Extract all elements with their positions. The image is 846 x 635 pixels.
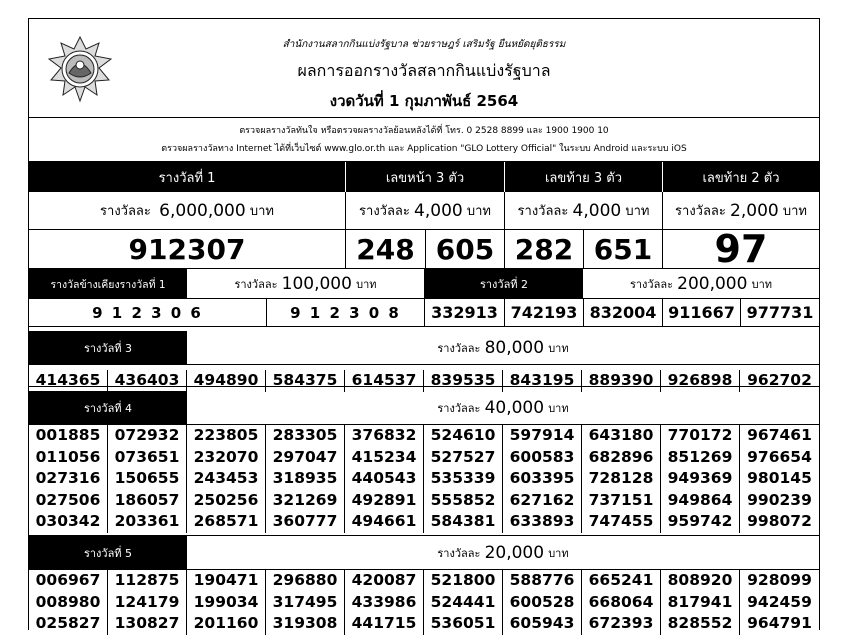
fourth-number: 027506	[29, 490, 108, 512]
third-number: 839535	[424, 370, 503, 392]
fourth-number: 297047	[266, 447, 345, 469]
fifth-number: 524441	[424, 592, 503, 614]
fifth-number: 433986	[345, 592, 424, 614]
near-first-number-1: 9 1 2 3 0 6	[29, 299, 267, 327]
fifth-number: 124179	[108, 592, 187, 614]
fifth-number: 199034	[187, 592, 266, 614]
fourth-number: 072932	[108, 425, 187, 447]
prize-prefix: รางวัลละ	[234, 277, 278, 291]
fourth-number: 150655	[108, 468, 187, 490]
baht-label: บาท	[751, 277, 773, 291]
fourth-row	[29, 447, 819, 469]
third-prize-row	[29, 370, 819, 392]
fourth-number: 728128	[582, 468, 661, 490]
back2-header: เลขท้าย 2 ตัว	[663, 162, 819, 192]
page-title: ผลการออกรางวัลสลากกินแบ่งรัฐบาล	[297, 61, 551, 80]
fourth-number: 980145	[747, 469, 812, 487]
near-first-amount	[187, 269, 425, 299]
amount-value: 40,000	[484, 397, 545, 418]
baht-label: บาท	[782, 204, 807, 219]
baht-label: บาท	[548, 341, 569, 355]
third-number: 614537	[345, 370, 424, 392]
fourth-number: 682896	[582, 447, 661, 469]
third-prize-label: รางวัลที่ 3	[29, 331, 187, 364]
fourth-number: 318935	[266, 468, 345, 490]
front3-header: เลขหน้า 3 ตัว	[346, 162, 505, 192]
office-motto: สำนักงานสลากกินแบ่งรัฐบาล ช่วยราษฎร์ เสริมรัฐ ยืนหยัดยุติธรรม	[282, 39, 566, 50]
back3-number-1: 282	[505, 230, 584, 269]
fourth-number: 643180	[582, 425, 661, 447]
fourth-number: 283305	[266, 425, 345, 447]
baht-label: บาท	[466, 204, 491, 219]
front3-number-1: 248	[346, 230, 426, 269]
info-phone: ตรวจผลรางวัลทันใจ หรือตรวจผลรางวัลย้อนหลังได้ที่ โทร. 0 2528 8899 และ 1900 1900 10	[239, 126, 609, 136]
fourth-row	[29, 511, 819, 533]
third-number: 436403	[108, 370, 187, 392]
amount-value: 6,000,000	[159, 200, 246, 221]
amount-value: 200,000	[677, 273, 748, 294]
fourth-number: 027316	[29, 468, 108, 490]
fifth-number: 319308	[266, 613, 345, 635]
fourth-number: 633893	[503, 511, 582, 533]
second-number: 911667	[663, 299, 741, 327]
fourth-number: 535339	[424, 468, 503, 490]
first-prize-amount	[29, 192, 346, 230]
fourth-number: 494661	[345, 511, 424, 533]
fifth-number: 008980	[29, 592, 108, 614]
draw-date: งวดวันที่ 1 กุมภาพันธ์ 2564	[329, 92, 519, 110]
back3-number-2: 651	[584, 230, 663, 269]
third-number: 843195	[503, 370, 582, 392]
fourth-number: 524610	[424, 425, 503, 447]
fourth-number: 440543	[345, 468, 424, 490]
baht-label: บาท	[356, 277, 377, 291]
fourth-number: 584381	[424, 511, 503, 533]
fourth-number: 959742	[661, 511, 740, 533]
fifth-number: 521800	[424, 570, 503, 592]
fourth-number: 770172	[661, 425, 740, 447]
near-first-label: รางวัลข้างเคียงรางวัลที่ 1	[29, 269, 187, 299]
fourth-number: 949864	[661, 490, 740, 512]
baht-label: บาท	[625, 204, 650, 219]
third-number: 414365	[29, 370, 108, 392]
fourth-number: 030342	[29, 511, 108, 533]
third-prize-amount	[187, 331, 819, 364]
third-number: 584375	[266, 370, 345, 392]
baht-label: บาท	[548, 546, 569, 560]
fourth-number: 597914	[503, 425, 582, 447]
prize-prefix: รางวัลละ	[517, 204, 569, 219]
fifth-number: 588776	[503, 570, 582, 592]
third-number: 926898	[661, 370, 740, 392]
fifth-number: 420087	[345, 570, 424, 592]
fourth-number: 600583	[503, 447, 582, 469]
fourth-number: 223805	[187, 425, 266, 447]
fourth-number: 011056	[29, 447, 108, 469]
fourth-number: 232070	[187, 447, 266, 469]
divider	[29, 364, 819, 365]
third-number: 962702	[747, 371, 812, 389]
second-number: 832004	[584, 299, 663, 327]
fourth-number: 998072	[747, 512, 812, 530]
fourth-row	[29, 425, 819, 447]
fourth-number: 990239	[747, 490, 812, 509]
fourth-number: 001885	[29, 425, 108, 447]
fifth-number: 600528	[503, 592, 582, 614]
prize-prefix: รางวัลละ	[675, 204, 726, 219]
fifth-number: 317495	[266, 592, 345, 614]
fourth-number: 555852	[424, 490, 503, 512]
fourth-number: 073651	[108, 447, 187, 469]
fifth-number: 112875	[108, 570, 187, 592]
prize-prefix: รางวัลละ	[100, 204, 151, 219]
fourth-number: 203361	[108, 511, 187, 533]
back3-header: เลขท้าย 3 ตัว	[505, 162, 663, 192]
fifth-row	[29, 613, 819, 635]
fourth-number: 243453	[187, 468, 266, 490]
fifth-prize-amount	[187, 536, 819, 569]
prize-prefix: รางวัลละ	[437, 341, 481, 355]
fourth-number: 976654	[747, 447, 812, 466]
prize-prefix: รางวัลละ	[437, 546, 481, 560]
second-number: 977731	[741, 299, 819, 327]
fifth-number: 441715	[345, 613, 424, 635]
fifth-row	[29, 592, 819, 614]
fifth-number: 817941	[661, 592, 740, 614]
fifth-number: 964791	[747, 614, 812, 632]
fifth-number: 006967	[29, 570, 108, 592]
fifth-number: 025827	[29, 613, 108, 635]
amount-value: 100,000	[281, 273, 352, 294]
third-number: 494890	[187, 370, 266, 392]
fourth-number: 415234	[345, 447, 424, 469]
fourth-number: 268571	[187, 511, 266, 533]
amount-value: 20,000	[484, 542, 545, 563]
fifth-number: 668064	[582, 592, 661, 614]
fourth-number: 360777	[266, 511, 345, 533]
second-number: 742193	[505, 299, 584, 327]
amount-value: 4,000	[414, 200, 463, 221]
amount-value: 4,000	[572, 200, 622, 221]
fifth-number: 928099	[747, 571, 812, 589]
amount-value: 2,000	[730, 200, 779, 221]
fifth-number: 672393	[582, 613, 661, 635]
baht-label: บาท	[548, 401, 569, 415]
fifth-number: 605943	[503, 613, 582, 635]
near-first-number-2: 9 1 2 3 0 8	[267, 299, 425, 327]
prize-prefix: รางวัลละ	[359, 204, 410, 219]
lottery-result-sheet	[28, 18, 820, 630]
fifth-prize-grid	[29, 570, 819, 635]
second-number: 332913	[425, 299, 505, 327]
prize-prefix: รางวัลละ	[437, 401, 481, 415]
fourth-row	[29, 468, 819, 490]
second-prize-amount	[583, 269, 819, 299]
fourth-number: 376832	[345, 425, 424, 447]
front3-number-2: 605	[426, 230, 505, 269]
fifth-number: 808920	[661, 570, 740, 592]
prize-prefix: รางวัลละ	[629, 277, 673, 291]
fifth-number: 296880	[266, 570, 345, 592]
second-prize-label: รางวัลที่ 2	[425, 269, 583, 299]
fourth-number: 747455	[582, 511, 661, 533]
fourth-number: 603395	[503, 468, 582, 490]
amount-value: 80,000	[484, 337, 545, 358]
fourth-number: 627162	[503, 490, 582, 512]
first-prize-header: รางวัลที่ 1	[29, 162, 346, 192]
info-web: ตรวจผลรางวัลทาง Internet ได้ที่เว็บไซต์ www.glo.or.th และ Application "GLO Lottery Official" ในระบบ Android และระบบ iOS	[161, 144, 687, 154]
fourth-number: 492891	[345, 490, 424, 512]
fourth-number: 737151	[582, 490, 661, 512]
back2-number: 97	[663, 230, 819, 269]
fourth-number: 250256	[187, 490, 266, 512]
fifth-number: 190471	[187, 570, 266, 592]
fifth-row	[29, 570, 819, 592]
baht-label: บาท	[249, 204, 274, 219]
fourth-prize-grid	[29, 425, 819, 533]
fifth-prize-label: รางวัลที่ 5	[29, 536, 187, 569]
fifth-number: 536051	[424, 613, 503, 635]
fourth-number: 967461	[747, 426, 812, 444]
fifth-number: 201160	[187, 613, 266, 635]
back3-amount	[505, 192, 663, 230]
fourth-number: 949369	[661, 468, 740, 490]
fifth-number: 942459	[747, 592, 812, 611]
fourth-prize-amount	[187, 391, 819, 424]
divider	[29, 386, 819, 387]
fourth-number: 851269	[661, 447, 740, 469]
header	[29, 19, 819, 118]
first-prize-number: 912307	[29, 230, 346, 269]
fifth-number: 130827	[108, 613, 187, 635]
fourth-number: 527527	[424, 447, 503, 469]
fourth-row	[29, 490, 819, 512]
fourth-prize-label: รางวัลที่ 4	[29, 391, 187, 424]
front3-amount	[346, 192, 505, 230]
fifth-number: 665241	[582, 570, 661, 592]
fourth-number: 186057	[108, 490, 187, 512]
fifth-number: 828552	[661, 613, 740, 635]
third-number: 889390	[582, 370, 661, 392]
back2-amount	[663, 192, 819, 230]
fourth-number: 321269	[266, 490, 345, 512]
